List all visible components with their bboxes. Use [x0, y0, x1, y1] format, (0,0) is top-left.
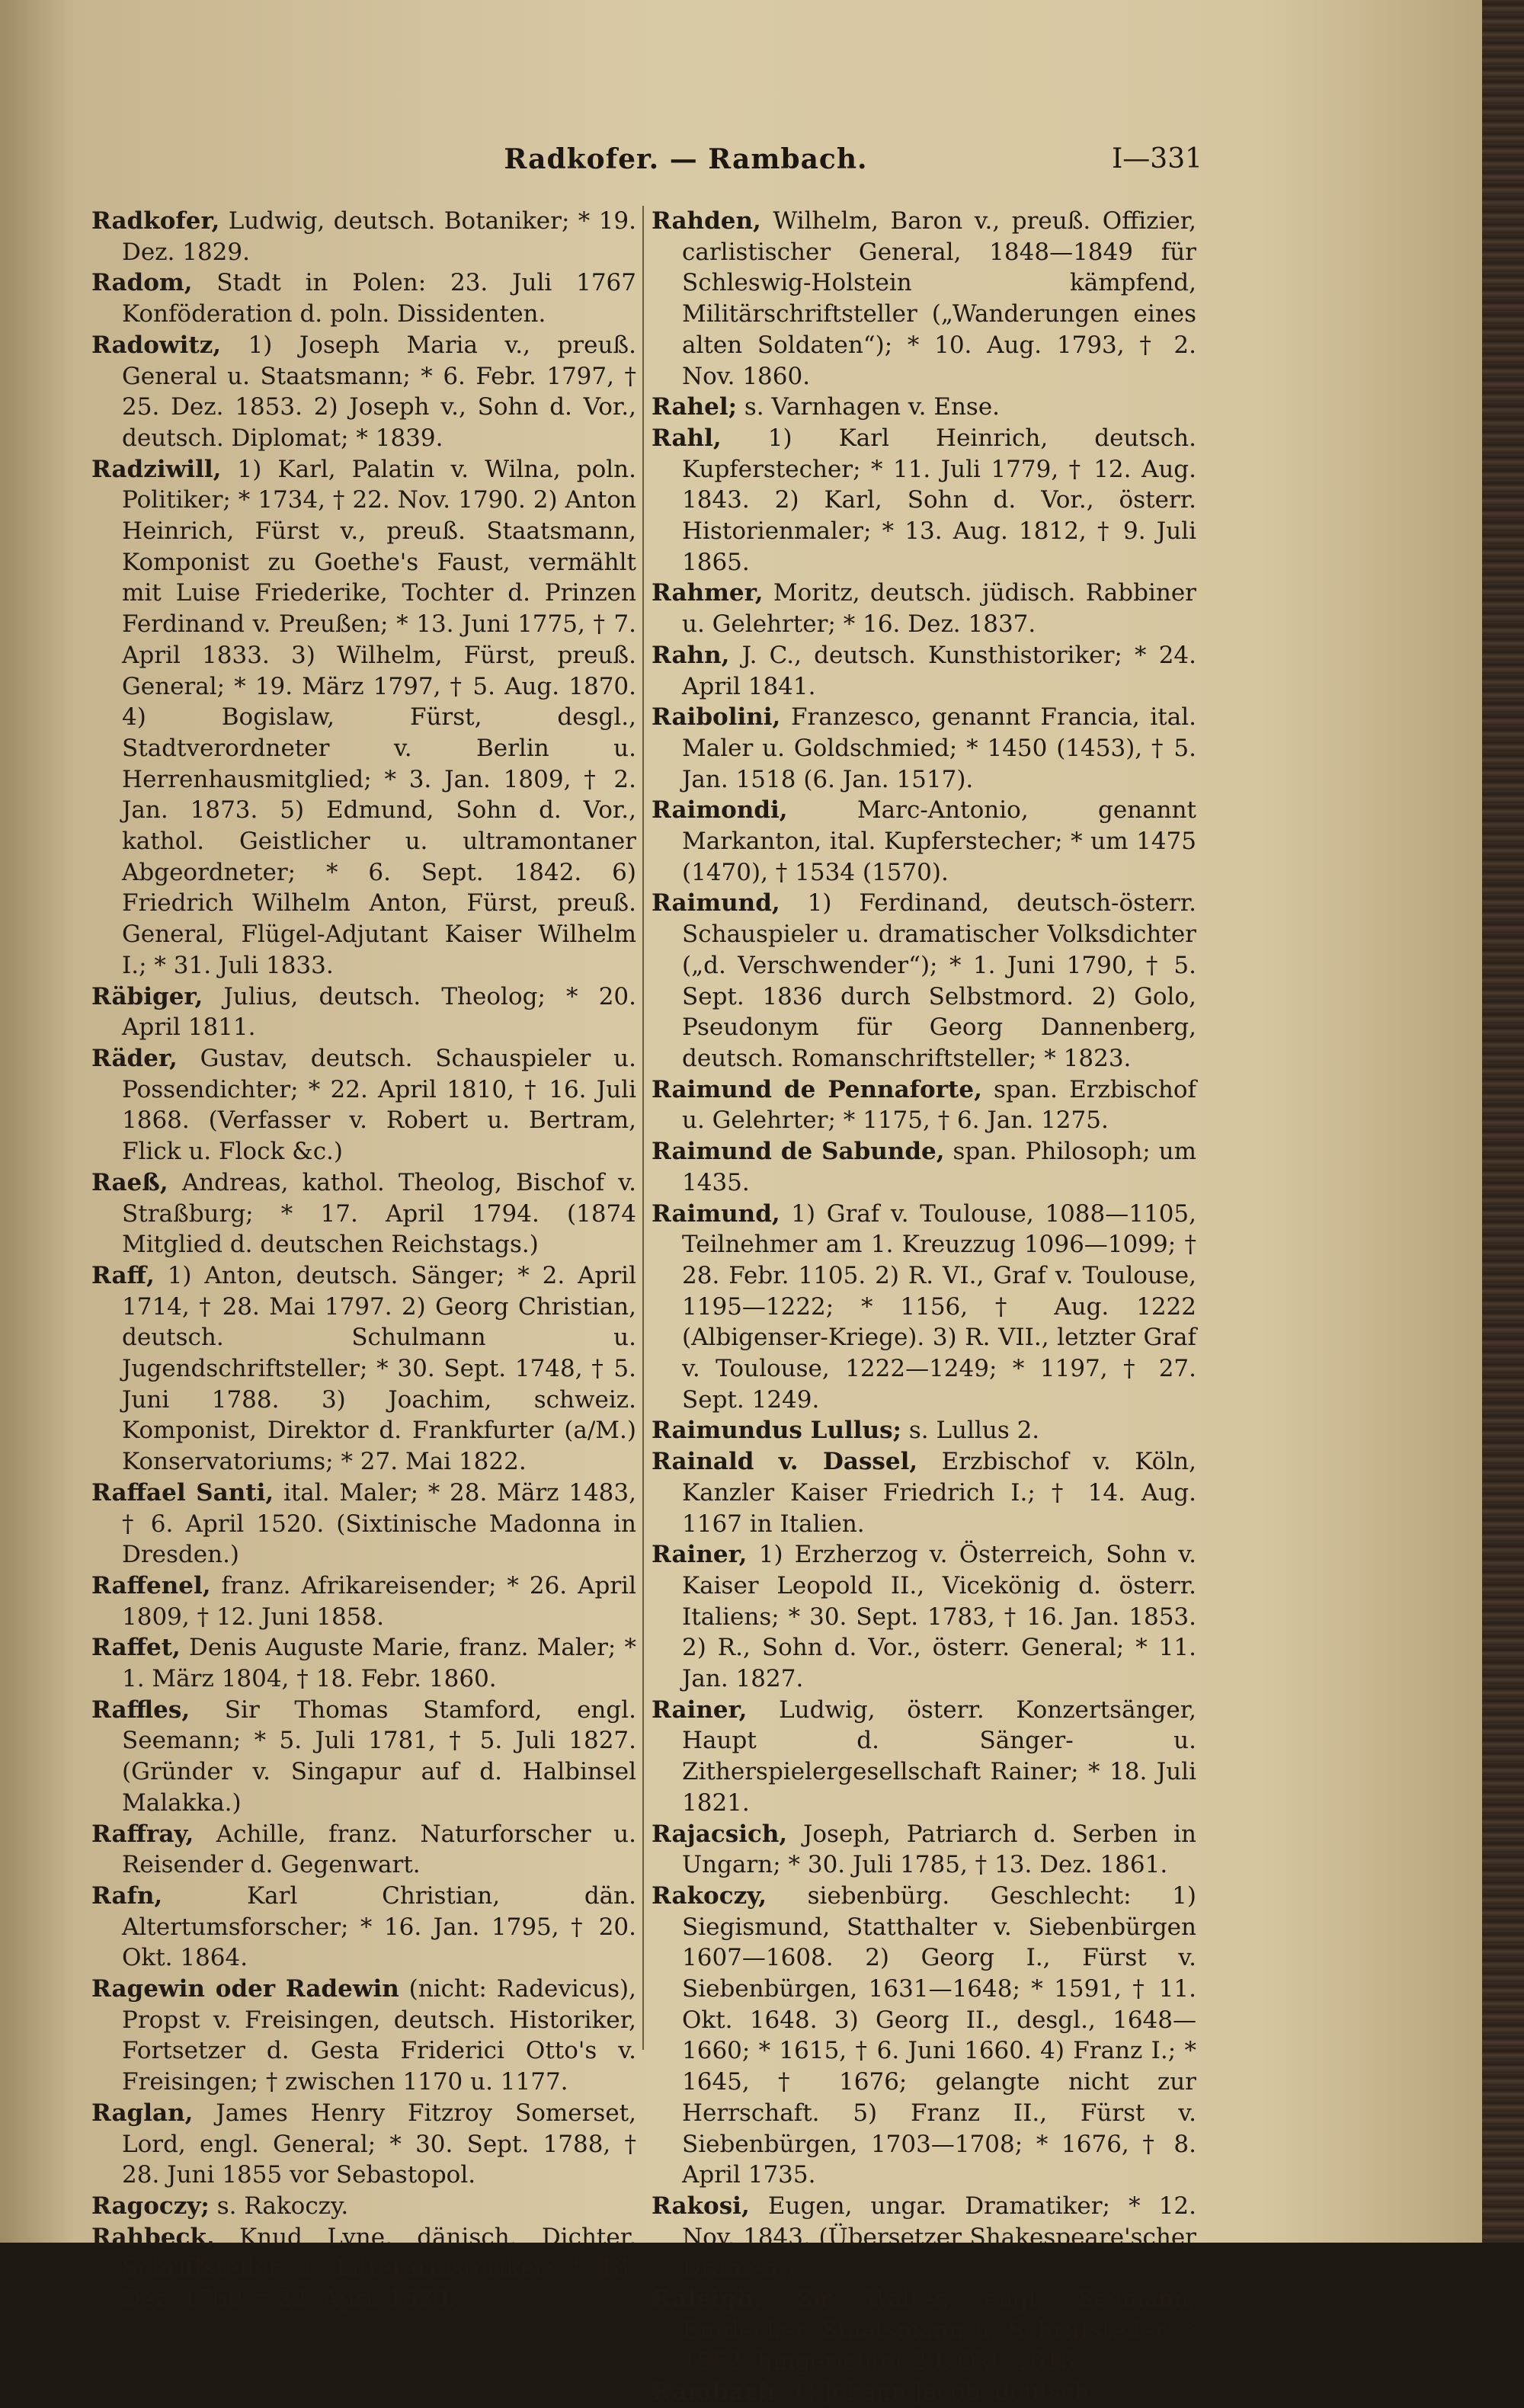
page-number: I—331: [1112, 143, 1202, 175]
entry-text: ital. Maler; * 28. März 1483, † 6. April 1520. (Sixtinische Madonna in Dresden.): [122, 1478, 636, 1569]
column-divider: [642, 206, 644, 2050]
entry-text: Wilhelm, Baron v., preuß. Offizier, carlistischer General, 1848—1849 für Schleswig-Holstein kämpfend, Militärschriftsteller („Wanderungen eines alten Soldaten“); * 10. Aug. 1793, † 2. Nov. 1860.: [682, 207, 1196, 390]
entry-text: 1) Anton, deutsch. Sänger; * 2. April 1714, † 28. Mai 1797. 2) Georg Christian, deutsch. Schulmann u. Jugendschriftsteller; * 30. Sept. 1748, † 5. Juni 1788. 3) Joachim, schweiz. Komponist, Direktor d. Frankfurter (a/M.) Konservatoriums; * 27. Mai 1822.: [122, 1261, 636, 1476]
entry-headword: Raffenel,: [91, 1571, 211, 1599]
right-column: [652, 206, 1196, 2406]
dictionary-entry: [652, 795, 1196, 888]
entry-text: 1) Karl, Palatin v. Wilna, poln. Politiker; * 1734, † 22. Nov. 1790. 2) Anton Heinrich, Fürst v., preuß. Staatsmann, Komponist zu Goethe's Faust, vermählt mit Luise Friederike, Tochter d. Prinzen Ferdinand v. Preußen; * 13. Juni 1775, † 7. April 1833. 3) Wilhelm, Fürst, preuß. General; * 19. März 1797, † 5. Aug. 1870. 4) Bogislaw, Fürst, desgl., Stadtverordneter v. Berlin u. Herrenhausmitglied; * 3. Jan. 1809, † 2. Jan. 1873. 5) Edmund, Sohn d. Vor., kathol. Geistlicher u. ultramontaner Abgeordneter; * 6. Sept. 1842. 6) Friedrich Wilhelm Anton, Fürst, preuß. General, Flügel-Adjutant Kaiser Wilhelm I.; * 31. Juli 1833.: [122, 455, 636, 979]
dictionary-entry: [91, 1478, 636, 1571]
entry-text: 1) Joseph Maria v., preuß. General u. Staatsmann; * 6. Febr. 1797, † 25. Dez. 1853. 2) Joseph v., Sohn d. Vor., deutsch. Diplomat; * 1839.: [122, 331, 636, 452]
entry-text: 1) Erzherzog v. Österreich, Sohn v. Kaiser Leopold II., Vicekönig d. österr. Italiens; * 30. Sept. 1783, † 16. Jan. 1853. 2) R., Sohn d. Vor., österr. General; * 11. Jan. 1827.: [682, 1541, 1196, 1693]
entry-headword: Raffles,: [91, 1696, 190, 1724]
entry-headword: Raglan,: [91, 2099, 194, 2127]
dictionary-entry: [652, 578, 1196, 639]
dictionary-entry: [91, 206, 636, 267]
entry-headword: Radkofer,: [91, 207, 220, 235]
dictionary-entry: [652, 2191, 1196, 2284]
entry-headword: Raeß,: [91, 1168, 168, 1196]
entry-headword: Raimund,: [652, 889, 780, 917]
dictionary-entry: [91, 454, 636, 981]
dictionary-entry: [652, 1415, 1196, 1446]
dictionary-entry: [91, 2191, 636, 2222]
entry-text: s. Varnhagen v. Ense.: [737, 393, 1001, 421]
dictionary-entry: [91, 1260, 636, 1478]
entry-text: Gustav, deutsch. Schauspieler u. Possendichter; * 22. April 1810, † 16. Juli 1868. (Verfasser v. Robert u. Bertram, Flick u. Flock &c.): [122, 1044, 636, 1166]
dictionary-entry: [652, 640, 1196, 702]
entry-headword: Rakosi,: [652, 2192, 750, 2220]
entry-headword: Rahden,: [652, 207, 761, 235]
entry-text: Moritz, deutsch. jüdisch. Rabbiner u. Gelehrter; * 16. Dez. 1837.: [682, 579, 1196, 639]
dictionary-entry: [91, 981, 636, 1043]
entry-headword: Raimondi,: [652, 796, 788, 825]
dictionary-entry: [91, 1819, 636, 1881]
entry-text: span. Philosoph; um 1435.: [682, 1138, 1196, 1196]
entry-headword: Raibolini,: [652, 703, 781, 732]
entry-headword: Rafn,: [91, 1881, 163, 1910]
dictionary-entry: [91, 1043, 636, 1167]
entry-text: siebenbürg. Geschlecht: 1) Siegismund, Statthalter v. Siebenbürgen 1607—1608. 2) Georg I., Fürst v. Siebenbürgen, 1631—1648; * 1591, † 11. Okt. 1648. 3) Georg II., desgl., 1648—1660; * 1615, † 6. Juni 1660. 4) Franz I.; * 1645, † 1676; gelangte nicht zur Herrschaft. 5) Franz II., Fürst v. Siebenbürgen, 1703—1708; * 1676, † 8. April 1735.: [682, 1881, 1196, 2189]
dictionary-entry: [652, 1446, 1196, 1539]
entry-text: Sir Walter, engl. Seemann, Entdecker, Staatsmann u. Schriftsteller; * 1552, hingerichtet 29. Okt. 1618.: [682, 2285, 1196, 2375]
entry-text: (nicht: Radevicus), Propst v. Freisingen, deutsch. Historiker, Fortsetzer d. Gesta Friderici Otto's v. Freisingen; † zwischen 1170 u. 1177.: [122, 1975, 636, 2096]
entry-text: Andreas, kathol. Theolog, Bischof v. Straßburg; * 17. April 1794. (1874 Mitglied d. deutschen Reichstags.): [122, 1168, 636, 1259]
entry-headword: Raleigh,: [652, 2285, 762, 2314]
entry-headword: Radziwill,: [91, 455, 222, 483]
dictionary-entry: [652, 702, 1196, 795]
page-header: [0, 143, 1482, 189]
entry-headword: Radowitz,: [91, 331, 222, 359]
dictionary-entry: [91, 1571, 636, 1632]
dictionary-entry: [91, 1974, 636, 2098]
entry-text: Erzbischof v. Köln, Kanzler Kaiser Friedrich I.; † 14. Aug. 1167 in Italien.: [682, 1448, 1196, 1538]
dictionary-entry: [91, 267, 636, 329]
entry-headword: Rainer,: [652, 1541, 748, 1569]
entry-text: Marc-Antonio, genannt Markanton, ital. Kupferstecher; * um 1475 (1470), † 1534 (1570).: [682, 796, 1196, 886]
entry-text: span. Erzbischof u. Gelehrter; * 1175, † 6. Jan. 1275.: [682, 1075, 1196, 1135]
left-column: [91, 206, 636, 2314]
entry-text: Stadt in Polen: 23. Juli 1767 Konföderation d. poln. Dissidenten.: [122, 269, 636, 328]
dictionary-entry: [91, 1881, 636, 1974]
dictionary-entry: [652, 1199, 1196, 1416]
entry-headword: Rahl,: [652, 424, 722, 452]
book-binding: [1482, 0, 1524, 2243]
entry-text: 1) Graf v. Toulouse, 1088—1105, Teilnehmer am 1. Kreuzzug 1096—1099; † 28. Febr. 1105. 2) R. VI., Graf v. Toulouse, 1195—1222; * 1156, † Aug. 1222 (Albigenser-Kriege). 3) R. VII., letzter Graf v. Toulouse, 1222—1249; * 1197, † 27. Sept. 1249.: [682, 1199, 1196, 1414]
entry-headword: Raff,: [91, 1261, 155, 1289]
dictionary-entry: [652, 888, 1196, 1074]
dictionary-entry: [652, 423, 1196, 578]
entry-headword: Radom,: [91, 269, 193, 297]
entry-headword: Räder,: [91, 1044, 178, 1072]
entry-text: Knud Lyne, dänisch. Dichter, Schriftsteller u. Litterarhistoriker; * 18. Dez. 1760, † 22. April 1830.: [122, 2223, 636, 2314]
entry-text: Joseph, Patriarch d. Serben in Ungarn; * 30. Juli 1785, † 13. Dez. 1861.: [682, 1820, 1196, 1879]
entry-text: franz. Afrikareisender; * 26. April 1809, † 12. Juni 1858.: [122, 1571, 636, 1631]
dictionary-entry: [652, 392, 1196, 423]
entry-text: s. Lullus 2.: [901, 1417, 1040, 1445]
entry-headword: Rahbeck,: [91, 2223, 215, 2251]
entry-headword: Raimundus Lullus;: [652, 1417, 901, 1445]
dictionary-entry: [91, 2222, 636, 2315]
dictionary-entry: [652, 206, 1196, 392]
dictionary-entry: [652, 2284, 1196, 2377]
entry-headword: Rahn,: [652, 641, 730, 669]
dictionary-entry: [652, 1539, 1196, 1695]
entry-text: Julius, deutsch. Theolog; * 20. April 1811.: [122, 982, 636, 1042]
entry-text: James Henry Fitzroy Somerset, Lord, engl. General; * 30. Sept. 1788, † 28. Juni 1855 vor Sebastopol.: [122, 2099, 636, 2189]
dictionary-entry: [91, 2098, 636, 2191]
dictionary-entry: [652, 1695, 1196, 1819]
entry-headword: Rakoczy,: [652, 1881, 767, 1910]
entry-headword: Rajacsich,: [652, 1820, 788, 1848]
entry-text: 1) Johann Jacob, deutsch.: [783, 2378, 1097, 2406]
dictionary-entry: [91, 1632, 636, 1694]
entry-text: s. Rakoczy.: [209, 2192, 349, 2220]
entry-text: 1) Ferdinand, deutsch-österr. Schauspieler u. dramatischer Volksdichter („d. Verschwender“); * 1. Juni 1790, † 5. Sept. 1836 durch Selbstmord. 2) Golo, Pseudonym für Georg Dannenberg, deutsch. Romanschriftsteller; * 1823.: [682, 889, 1196, 1072]
entry-headword: Rahmer,: [652, 579, 764, 607]
entry-headword: Rainer,: [652, 1696, 748, 1724]
entry-text: Achille, franz. Naturforscher u. Reisender d. Gegenwart.: [122, 1820, 636, 1879]
entry-headword: Raimund,: [652, 1199, 780, 1228]
entry-text: Eugen, ungar. Dramatiker; * 12. Nov. 1843. (Übersetzer Shakespeare'scher Dramen.): [682, 2192, 1196, 2282]
entry-headword: Raffray,: [91, 1820, 194, 1848]
dictionary-entry: [652, 1136, 1196, 1198]
entry-headword: Raimund de Pennaforte,: [652, 1075, 982, 1103]
entry-text: Denis Auguste Marie, franz. Maler; * 1. März 1804, † 18. Febr. 1860.: [122, 1634, 636, 1693]
running-head: Radkofer. — Rambach.: [504, 143, 868, 175]
entry-text: J. C., deutsch. Kunsthistoriker; * 24. April 1841.: [682, 641, 1196, 700]
dictionary-entry: [652, 2377, 1196, 2408]
entry-headword: Raimund de Sabunde,: [652, 1138, 945, 1166]
dictionary-entry: [91, 330, 636, 454]
dictionary-entry: [91, 1167, 636, 1260]
entry-text: Franzesco, genannt Francia, ital. Maler u. Goldschmied; * 1450 (1453), † 5. Jan. 1518 (6. Jan. 1517).: [682, 703, 1196, 793]
entry-headword: Ragoczy;: [91, 2192, 210, 2220]
entry-headword: Rainald v. Dassel,: [652, 1448, 918, 1476]
entry-text: 1) Karl Heinrich, deutsch. Kupferstecher; * 11. Juli 1779, † 12. Aug. 1843. 2) Karl, Sohn d. Vor., österr. Historienmaler; * 13. Aug. 1812, † 9. Juli 1865.: [682, 424, 1196, 576]
dictionary-entry: [91, 1695, 636, 1819]
entry-headword: Rahel;: [652, 393, 738, 421]
entry-headword: Räbiger,: [91, 982, 203, 1010]
entry-text: Sir Thomas Stamford, engl. Seemann; * 5. Juli 1781, † 5. Juli 1827. (Gründer v. Singapur auf d. Halbinsel Malakka.): [122, 1696, 636, 1817]
entry-text: Ludwig, deutsch. Botaniker; * 19. Dez. 1829.: [122, 207, 636, 266]
dictionary-entry: [652, 1074, 1196, 1136]
entry-headword: Raffael Santi,: [91, 1478, 274, 1507]
entry-headword: Rambach,: [652, 2378, 784, 2406]
entry-text: Karl Christian, dän. Altertumsforscher; * 16. Jan. 1795, † 20. Okt. 1864.: [122, 1881, 636, 1972]
entry-headword: Ragewin oder Radewin: [91, 1975, 399, 2003]
entry-headword: Raffet,: [91, 1634, 181, 1662]
entry-text: Ludwig, österr. Konzertsänger, Haupt d. Sänger- u. Zitherspielergesellschaft Rainer; * 18. Juli 1821.: [682, 1696, 1196, 1817]
dictionary-entry: [652, 1881, 1196, 2191]
dictionary-entry: [652, 1819, 1196, 1881]
